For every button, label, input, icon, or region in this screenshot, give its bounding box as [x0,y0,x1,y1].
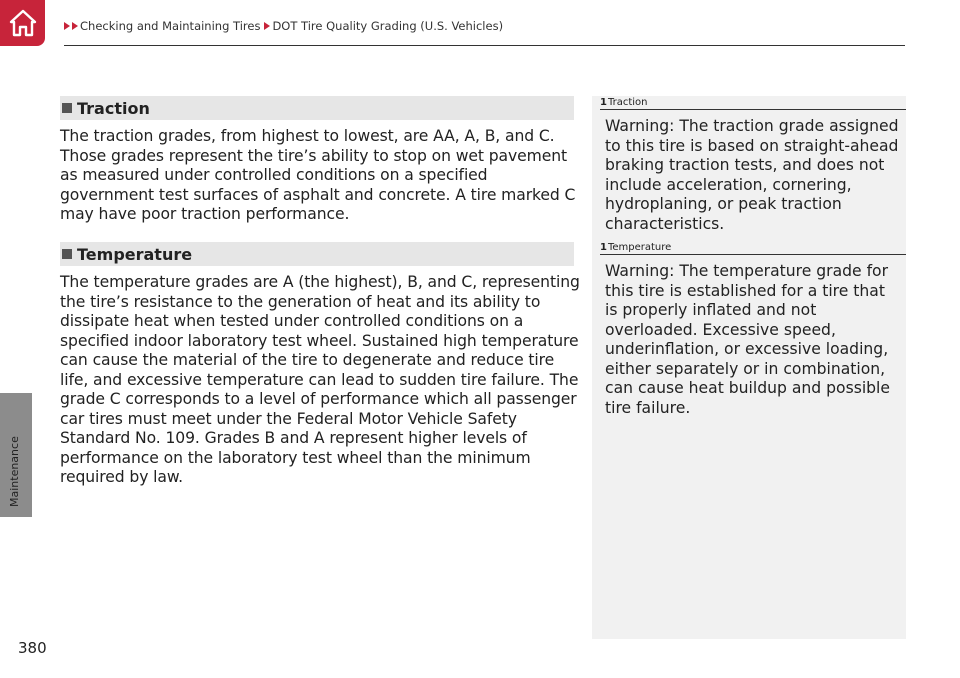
breadcrumb-current-page[interactable]: DOT Tire Quality Grading (U.S. Vehicles) [272,19,504,33]
square-bullet-icon [62,249,72,259]
breadcrumb-arrow-icon [72,22,78,30]
breadcrumb [64,19,507,33]
note-reference-icon: 1 [600,242,607,253]
temperature-note: Warning: The temperature grade for this tire is established for a tire that is properly inflated and not overloaded. Excessive speed, underinflation, or excessive loading, either separately or in combination, can cause heat buildup and possible tire failure. [605,262,890,417]
section-heading-temperature [60,242,574,266]
note-title: Temperature [607,242,672,253]
home-icon [8,8,38,38]
chapter-label: Maintenance [8,436,21,507]
note-title: Traction [607,97,648,108]
traction-paragraph: The traction grades, from highest to lowest, are AA, A, B, and C. Those grades represent the tire’s ability to stop on wet pavement as measured under controlled conditions on a specified government test surfaces of asphalt and concrete. A tire marked C may have poor traction performance. [60,127,576,223]
section-title: Traction [77,98,150,118]
breadcrumb-arrow-icon [264,22,270,30]
square-bullet-icon [62,103,72,113]
page-number: 380 [18,639,47,657]
note-heading-temperature [600,242,906,255]
breadcrumb-arrow-icon [64,22,70,30]
temperature-paragraph: The temperature grades are A (the highest), B, and C, representing the tire’s resistance to the generation of heat and its ability to dissipate heat when tested under controlled conditions on a specified indoor laboratory test wheel. Sustained high temperature can cause the material of the tire to degenerate and reduce tire life, and excessive temperature can lead to sudden tire failure. The grade C corresponds to a level of performance which all passenger car tires must meet under the Federal Motor Vehicle Safety Standard No. 109. Grades B and A represent higher levels of performance on the laboratory test wheel than the minimum required by law. [60,273,580,486]
note-reference-icon: 1 [600,97,607,108]
header-divider [64,45,905,46]
home-button[interactable] [0,0,45,46]
section-heading-traction [60,96,574,120]
traction-note: Warning: The traction grade assigned to this tire is based on straight-ahead braking traction tests, and does not include acceleration, cornering, hydroplaning, or peak traction characteristics. [605,117,899,233]
note-heading-traction [600,97,906,110]
breadcrumb-link-tires[interactable]: Checking and Maintaining Tires [80,19,261,33]
section-title: Temperature [77,244,193,264]
